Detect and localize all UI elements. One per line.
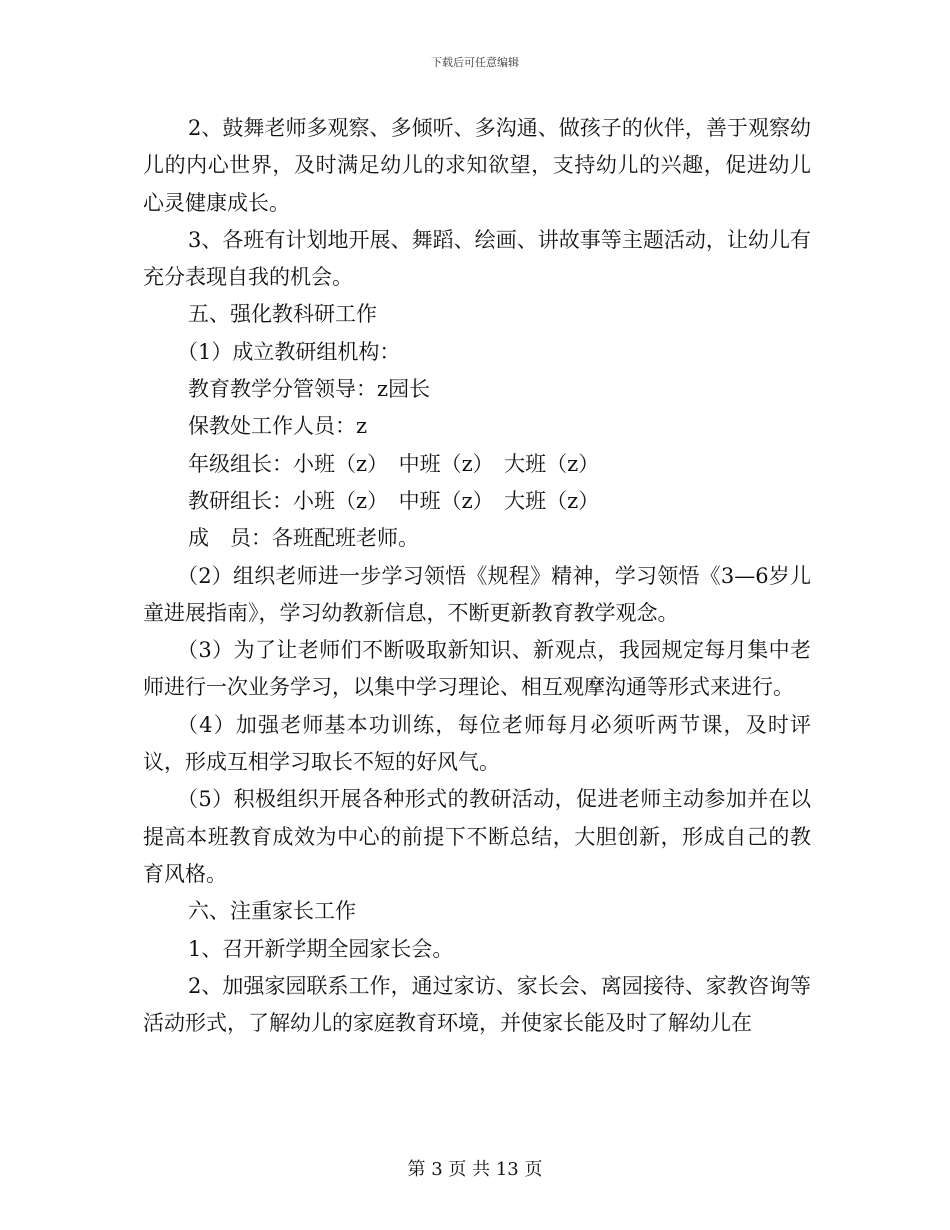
paragraph-research-leaders: 教研组长：小班（z） 中班（z） 大班（z） — [188, 488, 600, 513]
paragraph-lead: 教育教学分管领导：z园长 — [188, 377, 431, 402]
section-heading-research: 五、强化教科研工作 — [188, 302, 377, 327]
section-heading-parents: 六、注重家长工作 — [188, 899, 356, 924]
document-body — [143, 110, 811, 1042]
paragraph-members: 成 员：各班配班老师。 — [188, 526, 419, 551]
paragraph-class-activities: 3、各班有计划地开展、舞蹈、绘画、讲故事等主题活动，让幼儿有充分表现自我的机会。 — [143, 227, 811, 290]
paragraph-staff: 保教处工作人员：z — [188, 414, 368, 439]
paragraph-home-contact: 2、加强家园联系工作，通过家访、家长会、离园接待、家教咨询等活动形式，了解幼儿的家庭教育环境，并使家长能及时了解幼儿在 — [143, 973, 811, 1036]
paragraph-item-2: （2）组织老师进一步学习领悟《规程》精神，学习领悟《3—6岁儿童进展指南》，学习幼教新信息，不断更新教育教学观念。 — [143, 563, 811, 625]
paragraph-encourage-teachers: 2、鼓舞老师多观察、多倾听、多沟通、做孩子的伙伴，善于观察幼儿的内心世界，及时满足幼儿的求知欲望，支持幼儿的兴趣，促进幼儿心灵健康成长。 — [143, 116, 811, 215]
page-header-note: 下载后可任意编辑 — [431, 56, 519, 69]
paragraph-item-3: （3）为了让老师们不断吸取新知识、新观点，我园规定每月集中老师进行一次业务学习，以集中学习理论、相互观摩沟通等形式来进行。 — [143, 638, 811, 700]
paragraph-research-group: （1）成立教研组机构： — [177, 339, 401, 364]
paragraph-parents-meeting: 1、召开新学期全园家长会。 — [188, 936, 454, 961]
paragraph-item-4: （4）加强老师基本功训练，每位老师每月必须听两节课，及时评议，形成互相学习取长不短的好风气。 — [143, 712, 811, 775]
paragraph-item-5: （5）积极组织开展各种形式的教研活动，促进老师主动参加并在以提高本班教育成效为中心的前提下不断总结，大胆创新，形成自己的教育风格。 — [143, 787, 811, 886]
paragraph-grade-leaders: 年级组长：小班（z） 中班（z） 大班（z） — [188, 451, 600, 476]
page-number: 第 3 页 共 13 页 — [407, 1159, 543, 1180]
